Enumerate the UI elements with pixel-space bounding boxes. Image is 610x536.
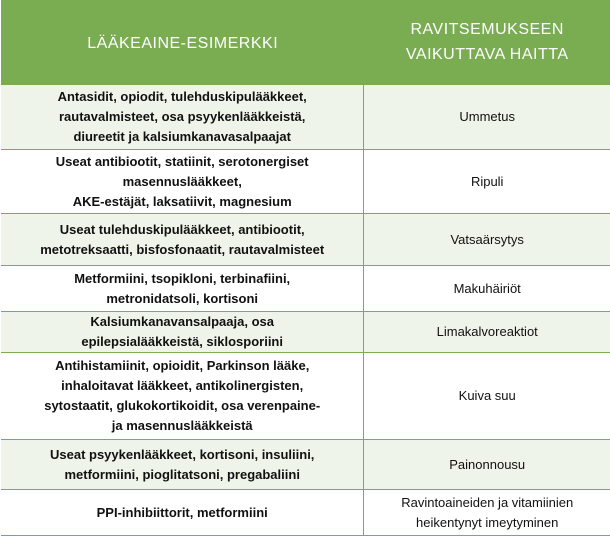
table-row: [1, 265, 610, 311]
table-header: [1, 0, 610, 84]
drug-cell: Useat tulehduskipulääkkeet, antibiootit, metotreksaatti, bisfosfonaatit, rautavalmisteet: [1, 214, 364, 265]
table-row: [1, 439, 610, 489]
table-row: [1, 489, 610, 536]
table-row: [1, 84, 610, 149]
drug-cell: Metformiini, tsopikloni, terbinafiini, metronidatsoli, kortisoni: [1, 266, 364, 311]
table-row: [1, 149, 610, 213]
drug-cell: Antasidit, opiodit, tulehduskipulääkkeet, rautavalmisteet, osa psyykenlääkkeistä, diureetit ja kalsiumkanavasalpaajat: [1, 85, 364, 149]
table-row: [1, 213, 610, 265]
effect-cell: Ripuli: [470, 173, 504, 189]
header-drug-examples: LÄÄKEAINE-ESIMERKKI: [87, 34, 279, 52]
effect-cell: Painonnousu: [449, 456, 526, 472]
drug-cell: Kalsiumkanavansalpaaja, osa epilepsialääkkeistä, siklosporiini: [1, 312, 364, 352]
effect-cell: Vatsaärsytys: [450, 231, 524, 247]
effect-cell: Limakalvoreaktiot: [436, 324, 538, 339]
effect-cell: Ummetus: [459, 109, 516, 124]
effect-cell: Ravintoaineiden ja vitamiinien heikentynyt imeytyminen: [401, 494, 574, 530]
effect-cell: Kuiva suu: [458, 388, 516, 403]
drug-cell: Useat antibiootit, statiinit, serotonergiset masennuslääkkeet, AKE-estäjät, laksatiivit, magnesium: [1, 150, 364, 213]
effect-cell: Makuhäiriöt: [453, 280, 521, 296]
table-row: [1, 352, 610, 439]
drug-cell: Useat psyykenlääkkeet, kortisoni, insuliini, metformiini, pioglitatsoni, pregabaliini: [1, 440, 364, 489]
drug-cell: PPI-inhibiittorit, metformiini: [1, 490, 364, 535]
header-nutrition-effect: RAVITSEMUKSEEN VAIKUTTAVA HAITTA: [405, 21, 569, 63]
table-row: [1, 311, 610, 352]
drug-cell: Antihistamiinit, opioidit, Parkinson lääke, inhaloitavat lääkkeet, antikolinergisten, sytostaatit, glukokortikoidit, osa verenpaine- ja masennuslääkkeistä: [1, 353, 364, 439]
